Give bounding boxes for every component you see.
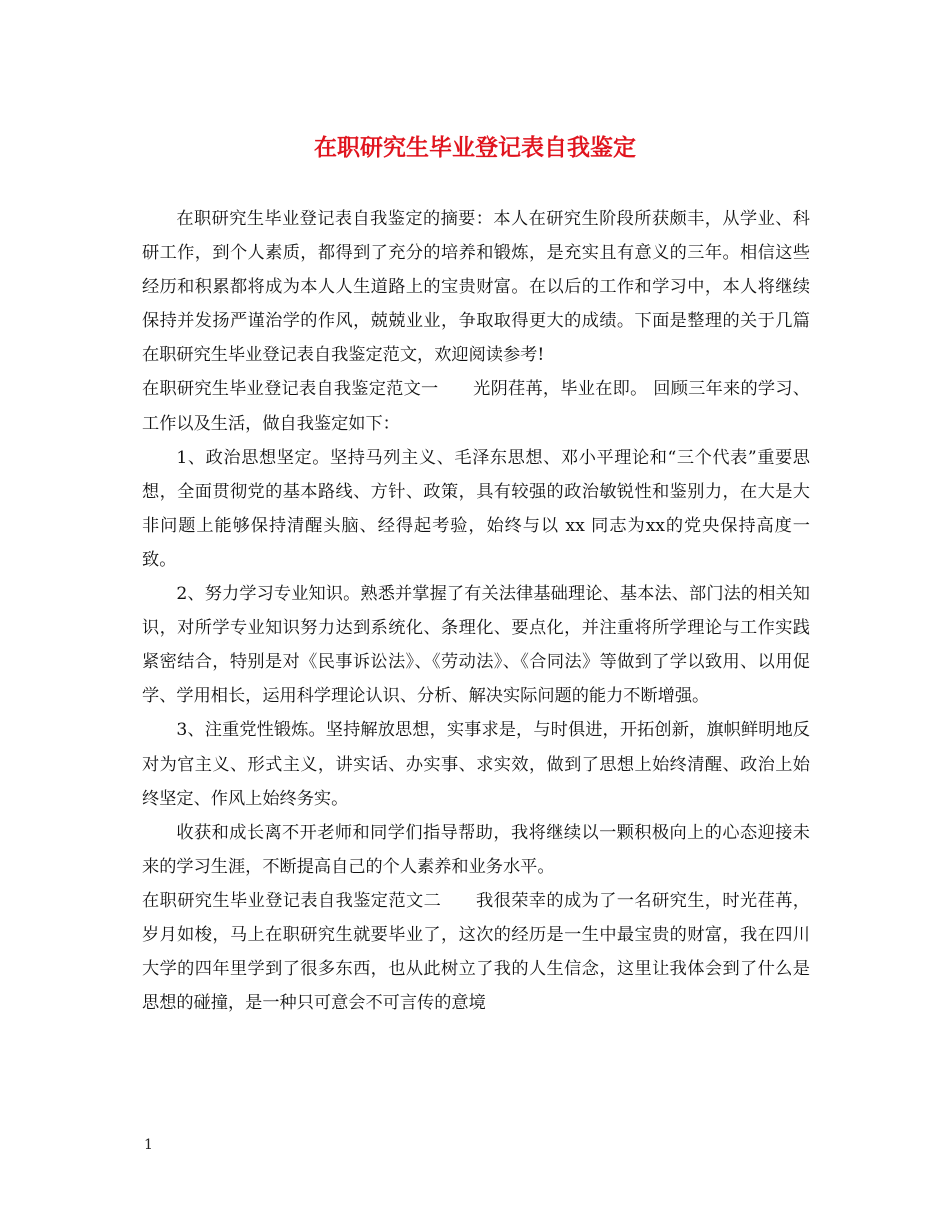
section-one-text: 光阴荏苒，毕业在即。 回顾三年来的学习、工作以及生活，做自我鉴定如下： [142,379,810,434]
section-two-text: 我很荣幸的成为了一名研究生，时光荏苒，岁月如梭，马上在职研究生就要毕业了，这次的经历是一生中最宝贵的财富，我在四川大学的四年里学到了很多东西，也从此树立了我的人生信念，这里让我体会到了什么是思想的碰撞，是一种只可意会不可言传的意境 [142,890,810,1014]
document-body [142,202,810,1020]
section-one-heading: 在职研究生毕业登记表自我鉴定范文一 [142,379,439,400]
point-three-paragraph: 3、注重党性锻炼。坚持解放思想，实事求是，与时俱进，开拓创新，旗帜鲜明地反对为官主义、形式主义，讲实话、办实事、求实效，做到了思想上始终清醒、政治上始终坚定、作风上始终务实。 [142,720,810,809]
closing-paragraph: 收获和成长离不开老师和同学们指导帮助，我将继续以一颗积极向上的心态迎接未来的学习生涯，不断提高自己的个人素养和业务水平。 [142,822,810,877]
page-number: 1 [144,1137,153,1153]
abstract-paragraph: 在职研究生毕业登记表自我鉴定的摘要：本人在研究生阶段所获颇丰，从学业、科研工作，到个人素质，都得到了充分的培养和锻炼，是充实且有意义的三年。相信这些经历和积累都将成为本人人生道路上的宝贵财富。在以后的工作和学习中，本人将继续保持并发扬严谨治学的作风，兢兢业业，争取取得更大的成绩。下面是整理的关于几篇在职研究生毕业登记表自我鉴定范文，欢迎阅读参考! [142,209,810,366]
section-one-intro [142,372,810,440]
section-two-heading: 在职研究生毕业登记表自我鉴定范文二 [142,890,442,911]
section-two-intro [142,884,810,1020]
point-one-paragraph: 1、政治思想坚定。坚持马列主义、毛泽东思想、邓小平理论和“三个代表”重要思想，全面贯彻党的基本路线、方针、政策，具有较强的政治敏锐性和鉴别力，在大是大非问题上能够保持清醒头脑、经得起考验，始终与以 xx 同志为xx的党央保持高度一致。 [142,447,810,570]
point-two-paragraph: 2、努力学习专业知识。熟悉并掌握了有关法律基础理论、基本法、部门法的相关知识，对所学专业知识努力达到系统化、条理化、要点化，并注重将所学理论与工作实践紧密结合，特别是对《民事诉讼法》、《劳动法》、《合同法》等做到了学以致用、以用促学、学用相长，运用科学理论认识、分析、解决实际问题的能力不断增强。 [142,584,810,707]
document-title: 在职研究生毕业登记表自我鉴定 [314,134,636,161]
